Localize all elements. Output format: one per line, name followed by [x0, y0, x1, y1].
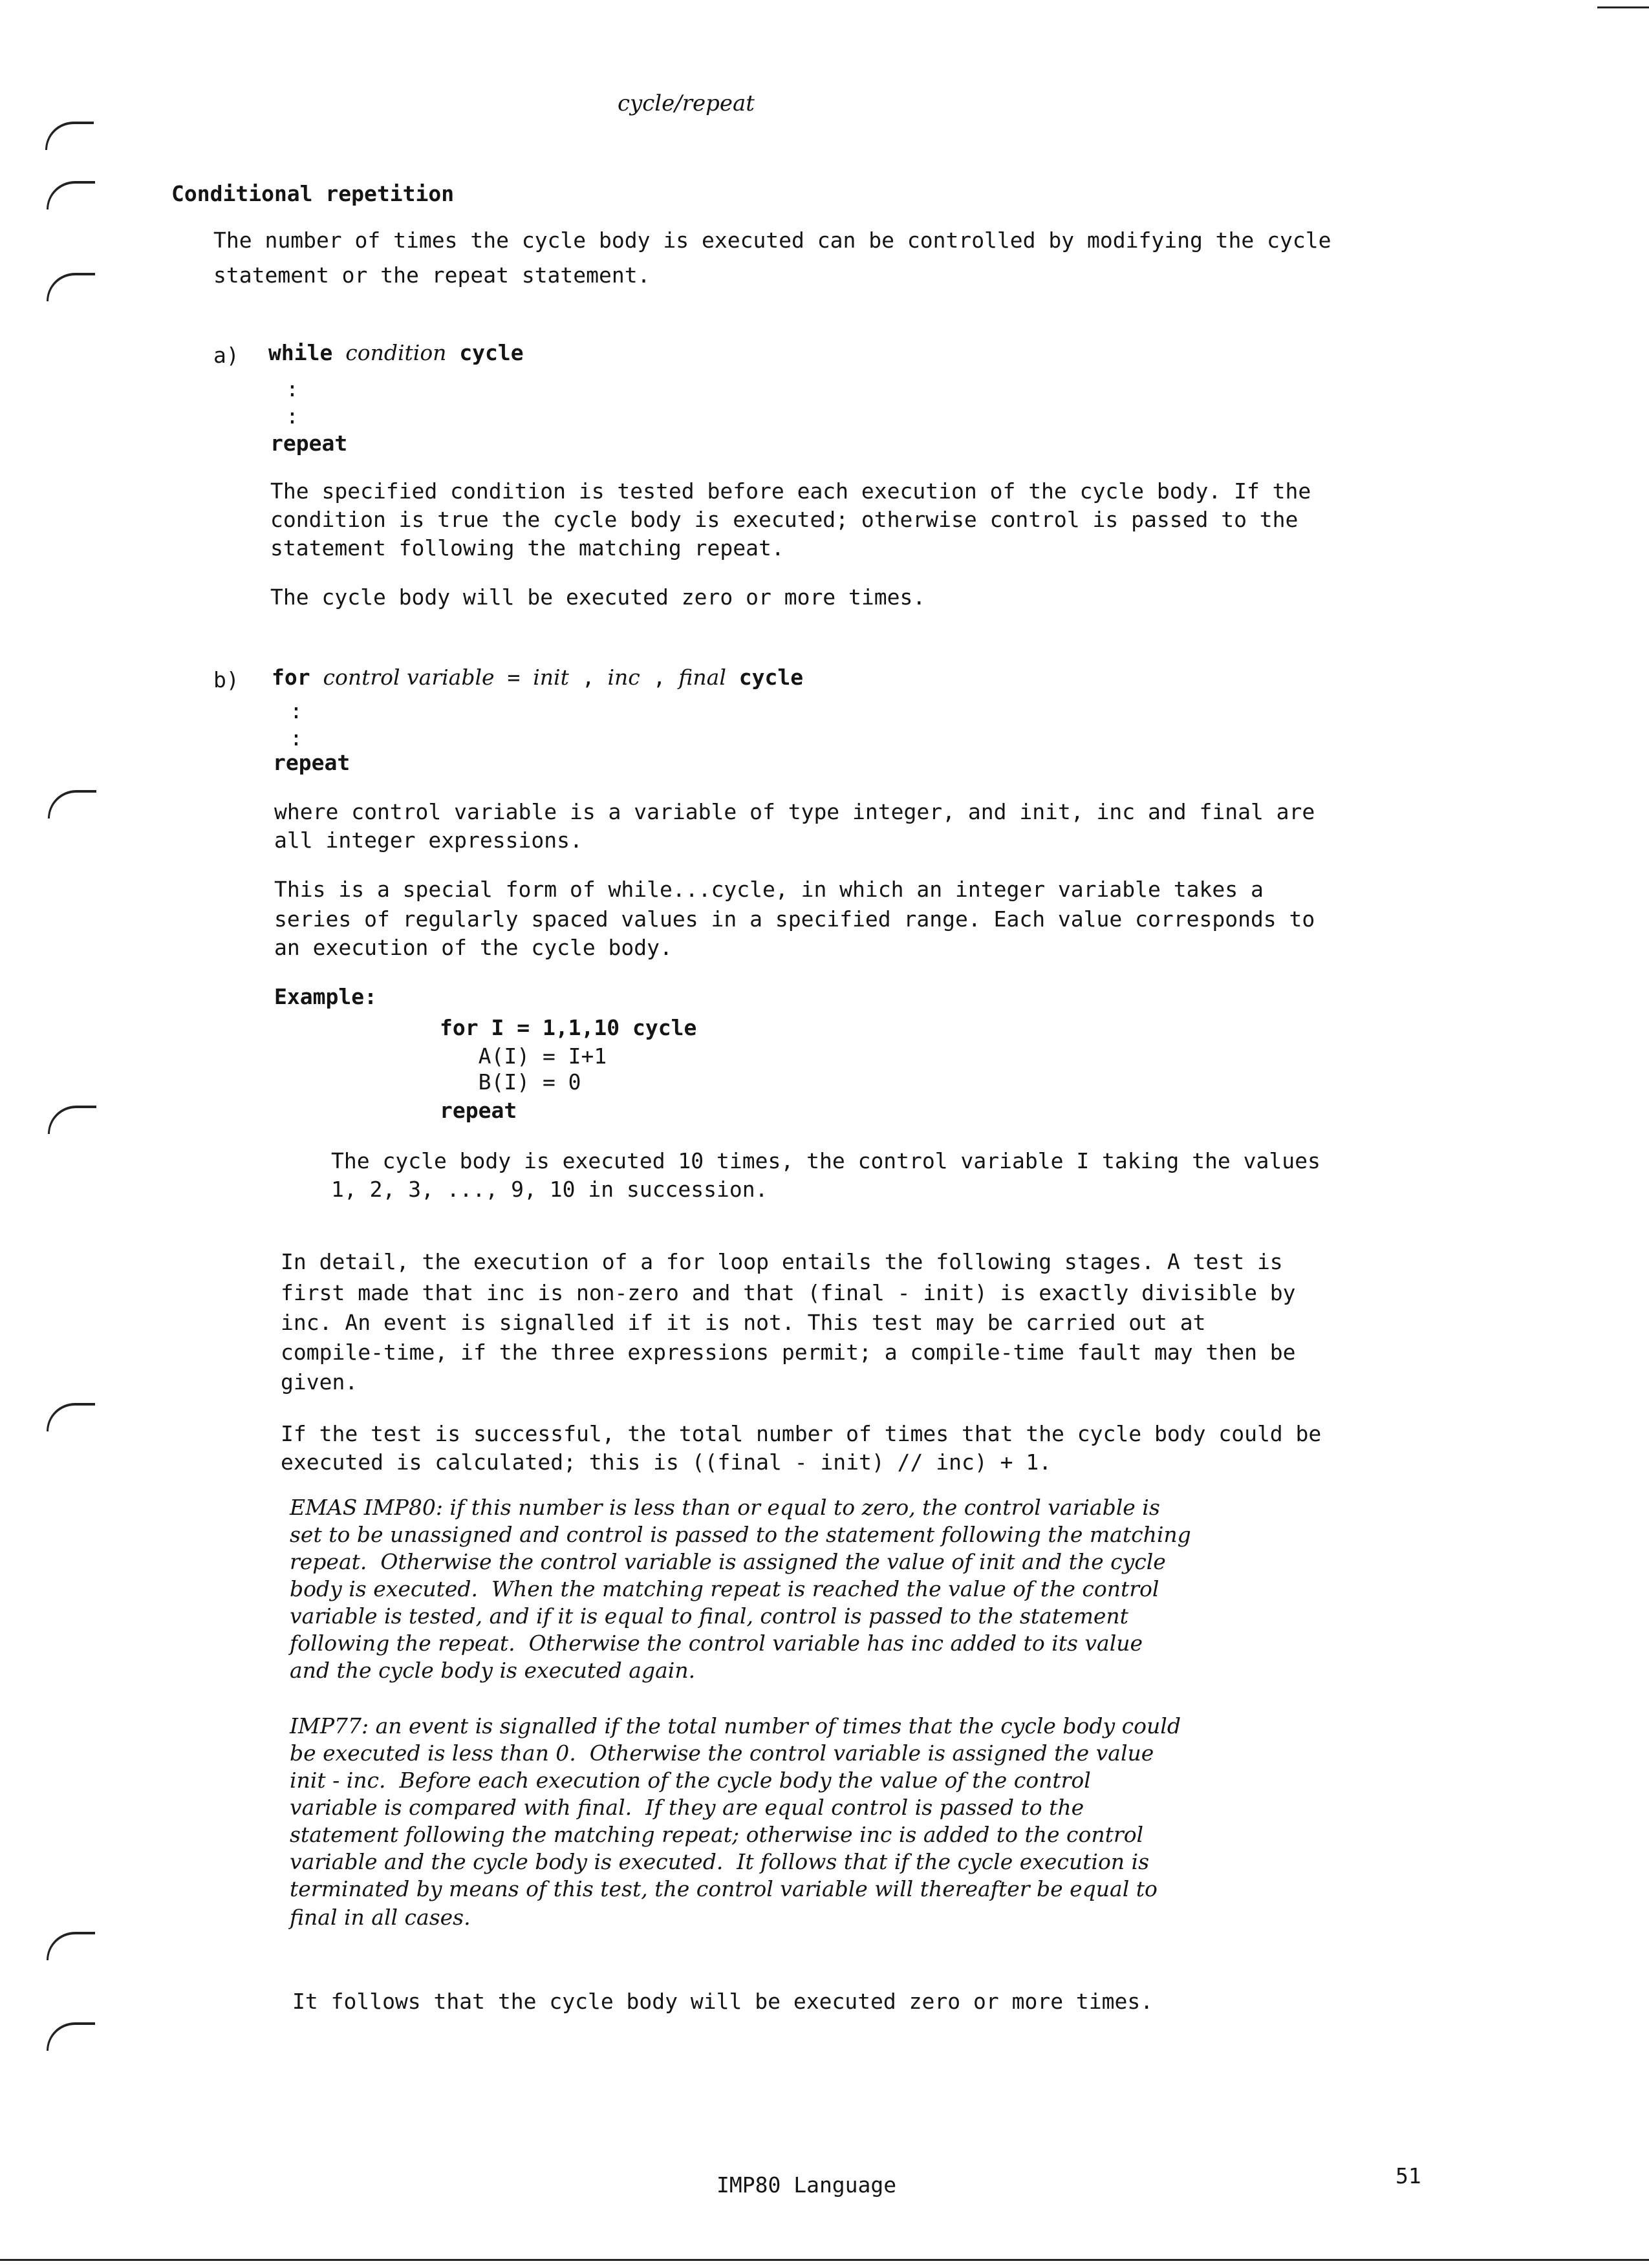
example-code-line-4: repeat: [440, 1098, 517, 1123]
detail-line-5: given.: [281, 1369, 358, 1395]
kw-cycle: cycle: [459, 340, 524, 365]
kw-for: for: [272, 665, 310, 690]
special-line-3: an execution of the cycle body.: [274, 935, 673, 960]
imp77-line-8: final in all cases.: [290, 1905, 471, 1930]
example-label: Example:: [274, 984, 377, 1009]
where-line-1: where control variable is a variable of type integer, and init, inc and final are: [274, 799, 1315, 824]
comma: ,: [581, 665, 595, 690]
example-code-line-1: for I = 1,1,10 cycle: [440, 1015, 697, 1040]
binder-hole-mark: [47, 181, 95, 209]
item-a-desc-3: statement following the matching repeat.: [270, 535, 784, 561]
section-title: Conditional repetition: [171, 181, 455, 206]
scan-bottom-line: [0, 2259, 1649, 2261]
item-a-desc-1: The specified condition is tested before each execution of the cycle body. If the: [270, 478, 1311, 504]
detail-line-3: inc. An event is signalled if it is not. This test may be carried out at: [281, 1310, 1206, 1335]
kw-cycle: cycle: [738, 665, 804, 690]
binder-hole-mark: [47, 273, 95, 301]
control-variable-term: control variable: [323, 665, 495, 690]
kw-repeat: repeat: [270, 431, 348, 456]
example-note-1: The cycle body is executed 10 times, the control variable I taking the values: [331, 1148, 1320, 1173]
binder-hole-mark: [47, 1403, 95, 1431]
init-term: init: [533, 665, 569, 690]
binder-hole-mark: [47, 1932, 95, 1960]
kw-repeat: repeat: [273, 750, 350, 775]
ellipsis-dot: :: [286, 403, 299, 429]
special-line-1: This is a special form of while...cycle, in which an integer variable takes a: [274, 877, 1264, 902]
emas-line-2: set to be unassigned and control is passed to the statement following the matching: [290, 1522, 1191, 1547]
example-code-line-3: B(I) = 0: [440, 1069, 581, 1095]
scan-edge-line: [1597, 6, 1649, 8]
item-b-label: b): [213, 667, 239, 692]
imp77-line-2: be executed is less than 0. Otherwise the control variable is assigned the value: [290, 1740, 1154, 1766]
item-a-label: a): [213, 343, 239, 368]
intro-line-1: The number of times the cycle body is executed can be controlled by modifying the cycle: [213, 228, 1331, 253]
emas-line-1: EMAS IMP80: if this number is less than or equal to zero, the control variable is: [290, 1495, 1160, 1520]
where-line-2: all integer expressions.: [274, 828, 583, 853]
detail-line-4: compile-time, if the three expressions permit; a compile-time fault may then be: [281, 1340, 1296, 1365]
imp77-line-7: terminated by means of this test, the control variable will thereafter be equal to: [290, 1876, 1158, 1901]
detail-line-1: In detail, the execution of a for loop entails the following stages. A test is: [281, 1249, 1283, 1274]
condition-term: condition: [345, 340, 447, 365]
page-number: 51: [1396, 2163, 1421, 2188]
detail-line-2: first made that inc is non-zero and that (final - init) is exactly divisible by: [281, 1280, 1296, 1305]
imp77-line-5: statement following the matching repeat; otherwise inc is added to the control: [290, 1822, 1144, 1847]
final-term: final: [678, 665, 726, 690]
emas-line-6: following the repeat. Otherwise the control variable has inc added to its value: [290, 1631, 1143, 1656]
ellipsis-dot: :: [290, 698, 303, 723]
ellipsis-dot: :: [290, 725, 303, 751]
kw-while: while: [268, 340, 333, 365]
item-a-desc-2: condition is true the cycle body is executed; otherwise control is passed to the: [270, 507, 1299, 532]
ellipsis-dot: :: [286, 376, 299, 401]
imp77-line-1: IMP77: an event is signalled if the total number of times that the cycle body could: [290, 1713, 1181, 1738]
binder-hole-mark: [47, 2022, 95, 2051]
success-line-1: If the test is successful, the total number of times that the cycle body could be: [281, 1421, 1322, 1446]
equals-sign: =: [507, 665, 521, 690]
comma: ,: [652, 665, 666, 690]
footer-title: IMP80 Language: [717, 2172, 897, 2198]
imp77-line-4: variable is compared with final. If they are equal control is passed to the: [290, 1795, 1084, 1820]
binder-hole-mark: [45, 122, 94, 150]
binder-hole-mark: [48, 790, 96, 818]
special-line-2: series of regularly spaced values in a specified range. Each value corresponds to: [274, 906, 1315, 932]
inc-term: inc: [607, 665, 640, 690]
example-note-2: 1, 2, 3, ..., 9, 10 in succession.: [331, 1177, 768, 1202]
emas-line-3: repeat. Otherwise the control variable is assigned the value of init and the cycle: [290, 1549, 1166, 1574]
emas-line-5: variable is tested, and if it is equal to final, control is passed to the statement: [290, 1603, 1128, 1629]
intro-line-2: statement or the repeat statement.: [213, 262, 651, 288]
example-code-line-2: A(I) = I+1: [440, 1043, 607, 1069]
closing-line: It follows that the cycle body will be executed zero or more times.: [292, 1989, 1154, 2014]
imp77-line-3: init - inc. Before each execution of the cycle body the value of the control: [290, 1768, 1091, 1793]
binder-hole-mark: [48, 1106, 96, 1134]
item-a-desc-zero: The cycle body will be executed zero or more times.: [270, 584, 926, 610]
page-header: cycle/repeat: [618, 91, 755, 116]
emas-line-7: and the cycle body is executed again.: [290, 1658, 696, 1683]
item-b-syntax: [272, 663, 803, 692]
imp77-line-6: variable and the cycle body is executed. It follows that if the cycle execution is: [290, 1849, 1150, 1874]
item-a-syntax: [268, 339, 524, 367]
success-line-2: executed is calculated; this is ((final - init) // inc) + 1.: [281, 1450, 1052, 1475]
emas-line-4: body is executed. When the matching repeat is reached the value of the control: [290, 1576, 1159, 1601]
